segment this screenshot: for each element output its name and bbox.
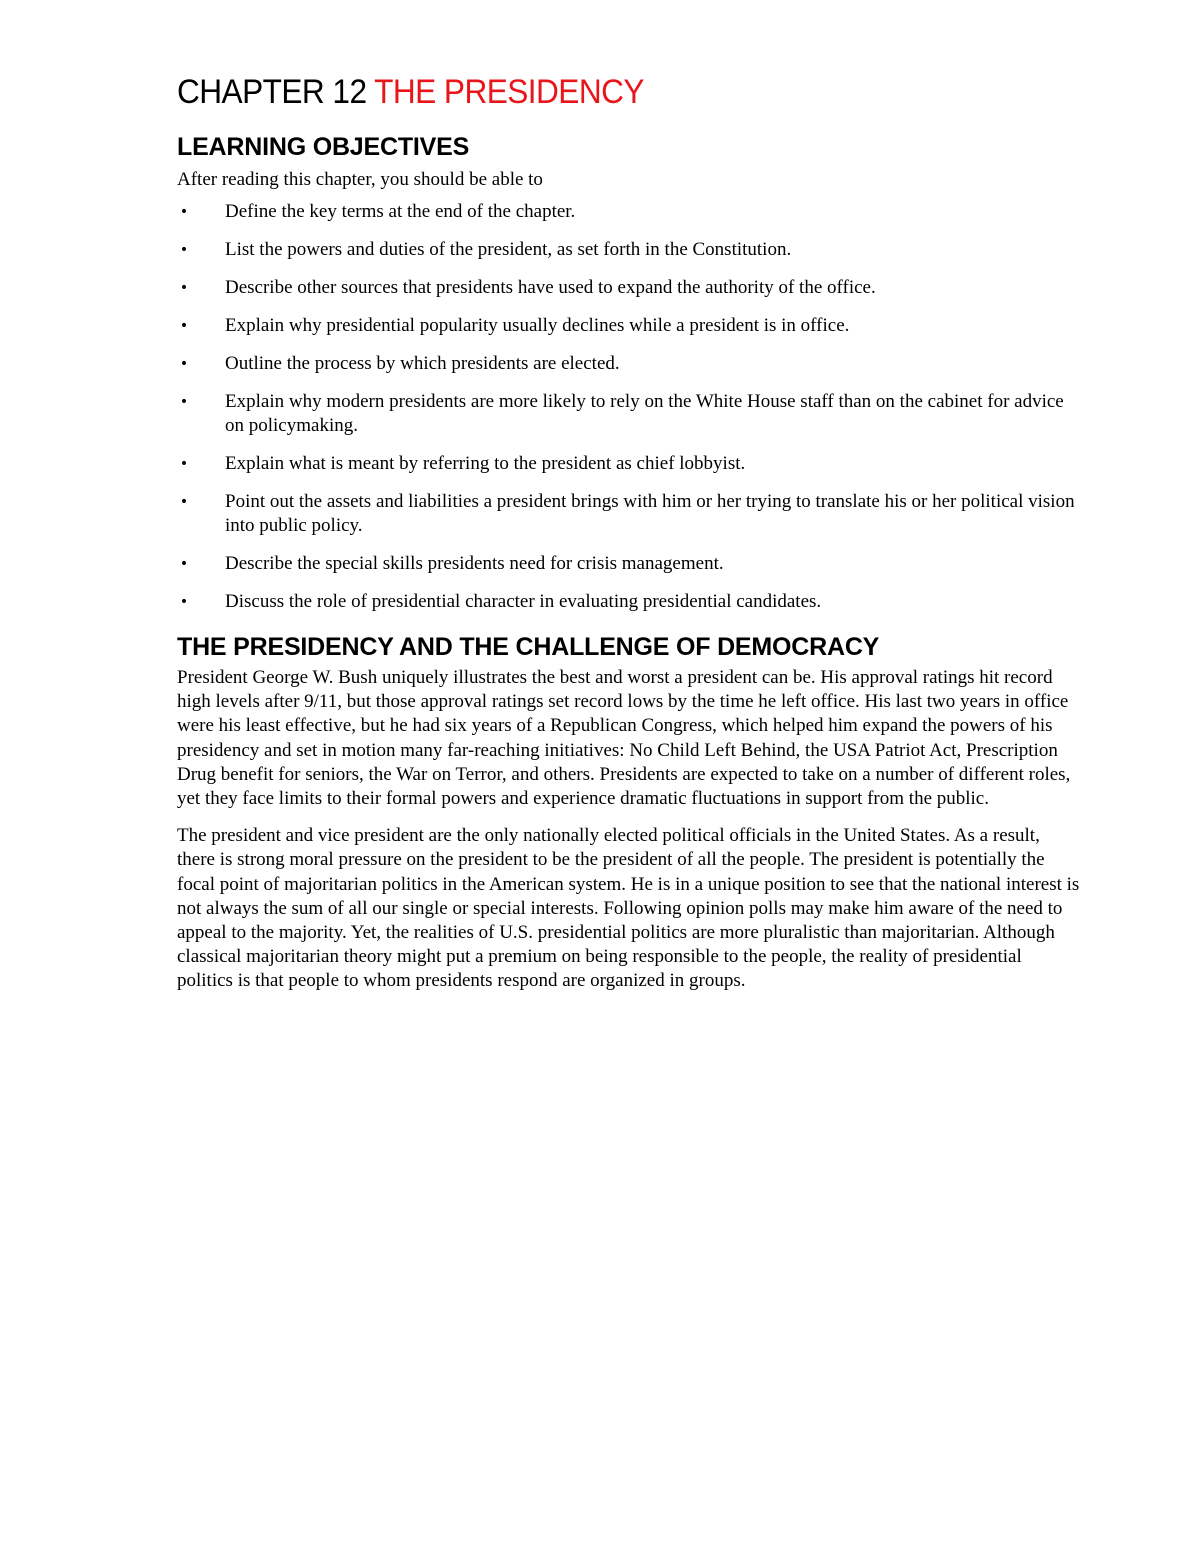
bullet-icon: • — [179, 394, 189, 410]
list-item — [177, 452, 1082, 476]
list-item-text: Point out the assets and liabilities a president brings with him or her trying to translate his or her political vision into public policy. — [225, 491, 1075, 536]
challenge-section-heading: THE PRESIDENCY AND THE CHALLENGE OF DEMOCRACY — [177, 633, 880, 661]
list-item — [177, 590, 1082, 614]
list-item — [177, 490, 1082, 538]
chapter-title — [177, 66, 1019, 118]
bullet-icon: • — [179, 494, 189, 510]
document-page — [177, 66, 1082, 1007]
chapter-number: CHAPTER 12 — [177, 73, 367, 111]
list-item-text: Define the key terms at the end of the chapter. — [225, 201, 576, 222]
bullet-icon: • — [179, 242, 189, 258]
list-item-text: Discuss the role of presidential character in evaluating presidential candidates. — [225, 591, 822, 612]
bullet-icon: • — [179, 204, 189, 220]
list-item — [177, 552, 1082, 576]
learning-objectives-heading: LEARNING OBJECTIVES — [177, 133, 470, 161]
list-item-text: Outline the process by which presidents are elected. — [225, 353, 620, 374]
bullet-icon: • — [179, 594, 189, 610]
list-item — [177, 390, 1082, 438]
objectives-list — [177, 200, 1082, 614]
objectives-intro: After reading this chapter, you should be able to — [177, 169, 543, 190]
bullet-icon: • — [179, 280, 189, 296]
list-item — [177, 352, 1082, 376]
list-item-text: List the powers and duties of the president, as set forth in the Constitution. — [225, 239, 792, 260]
list-item-text: Explain what is meant by referring to the president as chief lobbyist. — [225, 453, 746, 474]
list-item — [177, 200, 1082, 224]
bullet-icon: • — [179, 356, 189, 372]
bullet-icon: • — [179, 456, 189, 472]
body-paragraph: President George W. Bush uniquely illustrates the best and worst a president can be. His approval ratings hit record high levels after 9/11, but those approval ratings set record lows by the time he left office. His last two years in office were his least effective, but he had six years of a Republican Congress, which helped him expand the powers of his presidency and set in motion many far-reaching initiatives: No Child Left Behind, the USA Patriot Act, Prescription Drug benefit for seniors, the War on Terror, and others. Presidents are expected to take on a number of different roles, yet they face limits to their formal powers and experience dramatic fluctuations in support from the public. — [177, 667, 1071, 810]
list-item-text: Explain why presidential popularity usually declines while a president is in office. — [225, 315, 850, 336]
chapter-name: THE PRESIDENCY — [374, 73, 644, 111]
list-item — [177, 314, 1082, 338]
list-item-text: Explain why modern presidents are more likely to rely on the White House staff than on the cabinet for advice on policymaking. — [225, 391, 1064, 436]
bullet-icon: • — [179, 318, 189, 334]
bullet-icon: • — [179, 556, 189, 572]
list-item — [177, 276, 1082, 300]
list-item-text: Describe the special skills presidents need for crisis management. — [225, 553, 724, 574]
list-item-text: Describe other sources that presidents have used to expand the authority of the office. — [225, 277, 876, 298]
body-paragraph: The president and vice president are the only nationally elected political officials in the United States. As a result, there is strong moral pressure on the president to be the president of all the people. The president is potentially the focal point of majoritarian politics in the American system. He is in a unique position to see that the national interest is not always the sum of all our single or special interests. Following opinion polls may make him aware of the need to appeal to the majority. Yet, the realities of U.S. presidential politics are more pluralistic than majoritarian. Although classical majoritarian theory might put a premium on being responsible to the people, the reality of presidential politics is that people to whom presidents respond are organized in groups. — [177, 825, 1080, 992]
list-item — [177, 238, 1082, 262]
